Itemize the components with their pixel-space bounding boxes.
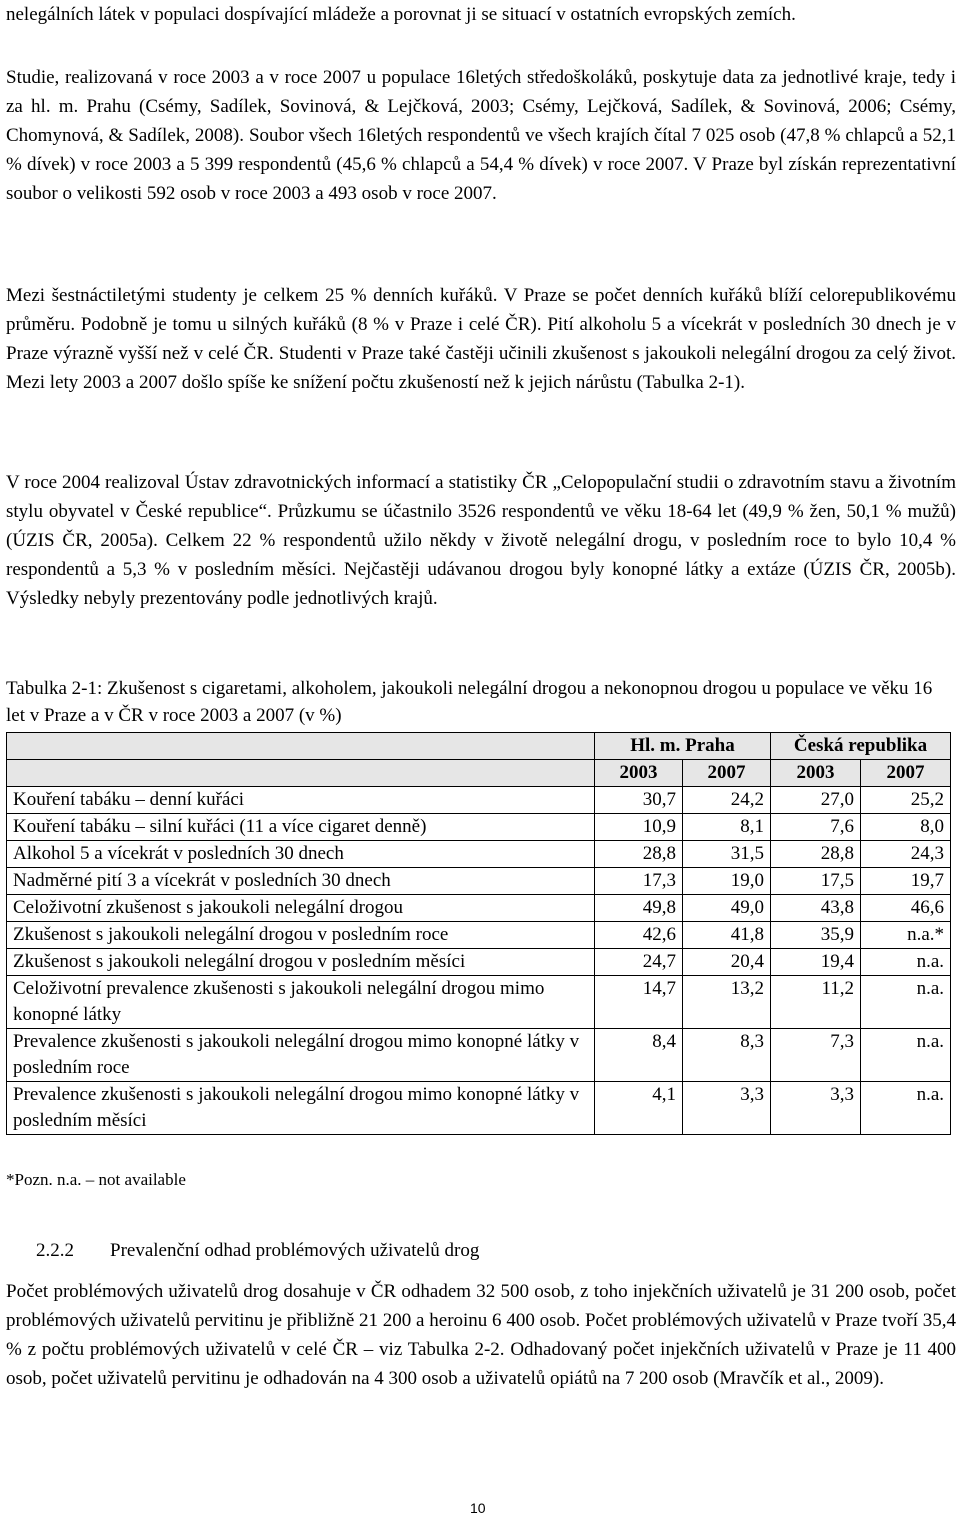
cell-value: 11,2 — [771, 976, 861, 1029]
header-year: 2003 — [595, 760, 683, 787]
table-footnote: *Pozn. n.a. – not available — [6, 1170, 186, 1189]
row-label: Prevalence zkušenosti s jakoukoli nelegální drogou mimo konopné látky v posledním roce — [7, 1029, 595, 1082]
section-number: 2.2.2 — [36, 1240, 74, 1261]
cell-value: 28,8 — [595, 841, 683, 868]
row-label: Nadměrné pití 3 a vícekrát v posledních 30 dnech — [7, 868, 595, 895]
cell-value: 27,0 — [771, 787, 861, 814]
data-table — [6, 732, 956, 1135]
paragraph-study-description: Studie, realizovaná v roce 2003 a v roce 2007 u populace 16letých středoškoláků, poskytuje data za jednotlivé kraje, tedy i za hl. m. Prahu (Csémy, Sadílek, Sovinová, & Lejčková, 2003; Csémy, Lejčková, Sadílek, & Sovinová, 2006; Csémy, Chomynová, & Sadílek, 2008). Soubor všech 16letých respondentů ve všech krajích čítal 7 025 osob (47,8 % chlapců a 52,1 % dívek) v roce 2003 a 5 399 respondentů (45,6 % chlapců a 54,4 % dívek) v roce 2007. V Praze byl získán reprezentativní soubor o velikosti 592 osob v roce 2003 a 493 osob v roce 2007. — [6, 67, 956, 204]
table-row — [7, 949, 951, 976]
cell-value: 41,8 — [683, 922, 771, 949]
table-row — [7, 895, 951, 922]
page-number: 10 — [470, 1500, 486, 1516]
table-row — [7, 976, 951, 1029]
table-header-row-years — [7, 760, 951, 787]
cell-value: 49,0 — [683, 895, 771, 922]
cell-value: 3,3 — [771, 1082, 861, 1135]
row-label: Zkušenost s jakoukoli nelegální drogou v posledním měsíci — [7, 949, 595, 976]
cell-value: 31,5 — [683, 841, 771, 868]
cell-value: 7,6 — [771, 814, 861, 841]
cell-value: n.a. — [861, 949, 951, 976]
section-heading — [36, 1238, 479, 1264]
table-row — [7, 1082, 951, 1135]
cell-value: 24,3 — [861, 841, 951, 868]
table-row — [7, 814, 951, 841]
cell-value: 19,7 — [861, 868, 951, 895]
cell-value: 8,1 — [683, 814, 771, 841]
row-label: Alkohol 5 a vícekrát v posledních 30 dnech — [7, 841, 595, 868]
table-header-row-groups — [7, 733, 951, 760]
header-year: 2007 — [683, 760, 771, 787]
table-row — [7, 787, 951, 814]
table-corner-cell — [7, 760, 595, 787]
cell-value: 42,6 — [595, 922, 683, 949]
paragraph-intro-continuation: nelegálních látek v populaci dospívající mládeže a porovnat ji se situací v ostatních evropských zemích. — [6, 4, 796, 25]
table-row — [7, 868, 951, 895]
row-label: Prevalence zkušenosti s jakoukoli nelegální drogou mimo konopné látky v posledním měsíci — [7, 1082, 595, 1135]
cell-value: n.a.* — [861, 922, 951, 949]
cell-value: 20,4 — [683, 949, 771, 976]
row-label: Celoživotní prevalence zkušenosti s jakoukoli nelegální drogou mimo konopné látky — [7, 976, 595, 1029]
header-year: 2007 — [861, 760, 951, 787]
table-caption: Tabulka 2-1: Zkušenost s cigaretami, alkoholem, jakoukoli nelegální drogou a nekonopnou drogou u populace ve věku 16 let v Praze a v ČR v roce 2003 a 2007 (v %) — [6, 678, 933, 726]
cell-value: 30,7 — [595, 787, 683, 814]
cell-value: 43,8 — [771, 895, 861, 922]
cell-value: n.a. — [861, 1029, 951, 1082]
row-label: Zkušenost s jakoukoli nelegální drogou v posledním roce — [7, 922, 595, 949]
cell-value: 28,8 — [771, 841, 861, 868]
cell-value: 8,0 — [861, 814, 951, 841]
cell-value: 19,0 — [683, 868, 771, 895]
cell-value: 17,5 — [771, 868, 861, 895]
cell-value: 35,9 — [771, 922, 861, 949]
row-label: Kouření tabáku – denní kuřáci — [7, 787, 595, 814]
table-row — [7, 922, 951, 949]
table-corner-cell — [7, 733, 595, 760]
cell-value: 3,3 — [683, 1082, 771, 1135]
row-label: Kouření tabáku – silní kuřáci (11 a více cigaret denně) — [7, 814, 595, 841]
header-year: 2003 — [771, 760, 861, 787]
cell-value: 49,8 — [595, 895, 683, 922]
cell-value: 24,2 — [683, 787, 771, 814]
cell-value: 25,2 — [861, 787, 951, 814]
header-prague: Hl. m. Praha — [595, 733, 771, 760]
section-title: Prevalenční odhad problémových uživatelů drog — [110, 1240, 480, 1261]
cell-value: 17,3 — [595, 868, 683, 895]
cell-value: 13,2 — [683, 976, 771, 1029]
cell-value: 8,3 — [683, 1029, 771, 1082]
paragraph-uzis-study: V roce 2004 realizoval Ústav zdravotnických informací a statistiky ČR „Celopopulační studii o zdravotním stavu a životním stylu obyvatel v České republice“. Průzkumu se účastnilo 3526 respondentů ve věku 18-64 let (49,9 % žen, 50,1 % mužů) (ÚZIS ČR, 2005a). Celkem 22 % respondentů užilo někdy v životě nelegální drogu, v posledním roce to bylo 10,4 % respondentů a 5,3 % v posledním měsíci. Nejčastěji udávanou drogou byly konopné látky a extáze (ÚZIS ČR, 2005b). Výsledky nebyly prezentovány podle jednotlivých krajů. — [6, 472, 956, 609]
header-czech-republic: Česká republika — [771, 733, 951, 760]
cell-value: n.a. — [861, 1082, 951, 1135]
cell-value: 14,7 — [595, 976, 683, 1029]
cell-value: 10,9 — [595, 814, 683, 841]
cell-value: n.a. — [861, 976, 951, 1029]
paragraph-problem-users: Počet problémových uživatelů drog dosahuje v ČR odhadem 32 500 osob, z toho injekčních uživatelů je 31 200 osob, počet problémových uživatelů pervitinu je přibližně 21 200 a heroinu 6 400 osob. Počet problémových uživatelů v Praze tvoří 35,4 % z počtu problémových uživatelů v celé ČR – viz Tabulka 2-2. Odhadovaný počet injekčních uživatelů v Praze je 11 400 osob, počet uživatelů pervitinu je odhadován na 4 300 osob a uživatelů opiátů na 7 200 osob (Mravčík et al., 2009). — [6, 1281, 956, 1389]
cell-value: 8,4 — [595, 1029, 683, 1082]
cell-value: 7,3 — [771, 1029, 861, 1082]
cell-value: 4,1 — [595, 1082, 683, 1135]
cell-value: 46,6 — [861, 895, 951, 922]
cell-value: 19,4 — [771, 949, 861, 976]
cell-value: 24,7 — [595, 949, 683, 976]
row-label: Celoživotní zkušenost s jakoukoli nelegální drogou — [7, 895, 595, 922]
table-row — [7, 841, 951, 868]
paragraph-smoking-results: Mezi šestnáctiletými studenty je celkem 25 % denních kuřáků. V Praze se počet denních kuřáků blíží celorepublikovému průměru. Podobně je tomu u silných kuřáků (8 % v Praze i celé ČR). Pití alkoholu 5 a vícekrát v posledních 30 dnech je v Praze výrazně vyšší než v celé ČR. Studenti v Praze také častěji učinili zkušenost s jakoukoli nelegální drogou za celý život. Mezi lety 2003 a 2007 došlo spíše ke snížení počtu zkušeností než k jejich nárůstu (Tabulka 2-1). — [6, 285, 956, 393]
table-row — [7, 1029, 951, 1082]
